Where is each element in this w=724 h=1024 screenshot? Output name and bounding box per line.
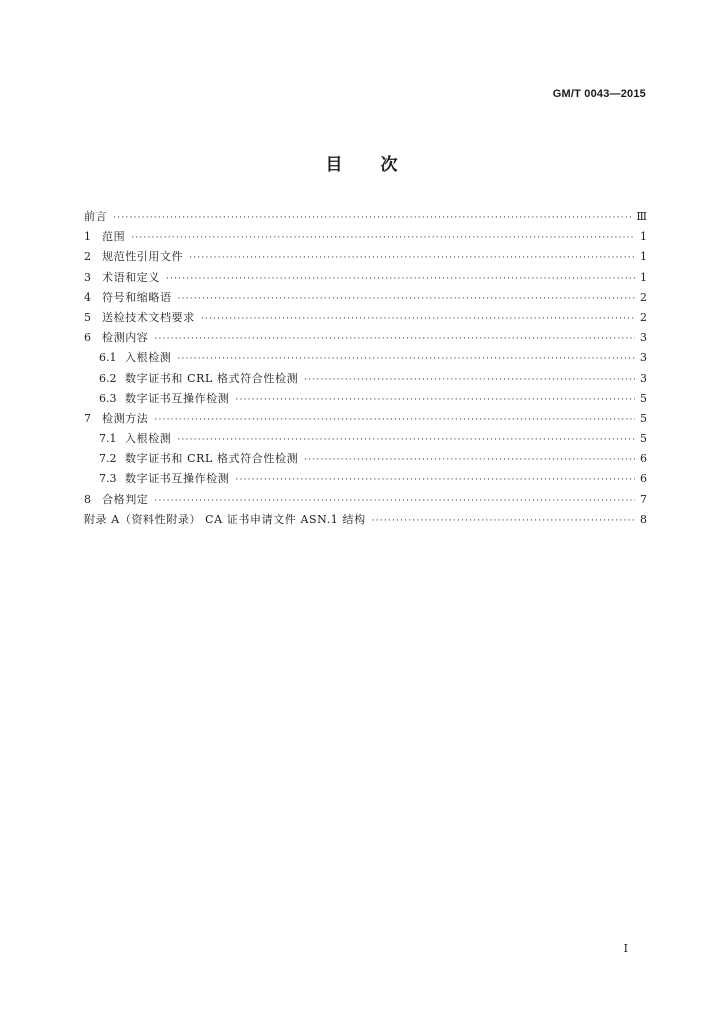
toc-entry-label: 数字证书互操作检测: [125, 472, 230, 486]
toc-entry-6-2[interactable]: [84, 369, 647, 389]
toc-entry-number: 7.1: [99, 432, 117, 446]
table-of-contents: [84, 207, 647, 530]
toc-entry-scope[interactable]: [84, 227, 647, 247]
toc-entry-label: 检测内容: [102, 331, 149, 345]
dot-leader: [304, 370, 635, 390]
toc-entry-number: 1: [84, 230, 91, 244]
dot-leader: [113, 208, 632, 228]
toc-entry-appendix-a[interactable]: [84, 510, 647, 530]
toc-entry-foreword[interactable]: [84, 207, 647, 227]
toc-entry-page: 6: [640, 472, 647, 486]
toc-entry-page: 5: [640, 411, 647, 425]
toc-entry-number: 6.1: [99, 351, 117, 365]
dot-leader: [154, 410, 635, 430]
toc-entry-page: 2: [640, 310, 647, 324]
toc-entry-7-3[interactable]: [84, 469, 647, 489]
dot-leader: [304, 450, 635, 470]
toc-entry-label: 术语和定义: [102, 270, 160, 284]
toc-entry-6-1[interactable]: [84, 348, 647, 368]
toc-entry-number: 2: [84, 250, 91, 264]
toc-entry-label: 合格判定: [102, 492, 149, 506]
toc-entry-label: 送检技术文档要求: [102, 310, 195, 324]
toc-entry-7-1[interactable]: [84, 429, 647, 449]
toc-entry-number: 5: [84, 310, 91, 324]
toc-entry-label: 数字证书和 CRL 格式符合性检测: [125, 371, 299, 385]
dot-leader: [154, 491, 635, 511]
toc-entry-symbols-abbreviations[interactable]: [84, 288, 647, 308]
toc-entry-number: 7.3: [99, 472, 117, 486]
toc-entry-page: 1: [640, 230, 647, 244]
toc-title: 目 次: [325, 155, 399, 175]
dot-leader: [177, 430, 635, 450]
toc-entry-page: 7: [640, 492, 647, 506]
toc-entry-number: 6: [84, 331, 91, 345]
dot-leader: [178, 289, 635, 309]
toc-entry-page: 8: [640, 512, 647, 526]
toc-entry-page: 6: [640, 452, 647, 466]
toc-entry-number: 6.2: [99, 371, 117, 385]
toc-entry-page: 3: [640, 371, 647, 385]
toc-entry-number: 4: [84, 290, 91, 304]
dot-leader: [131, 228, 635, 248]
toc-entry-label: 数字证书互操作检测: [125, 391, 230, 405]
toc-entry-test-content[interactable]: [84, 328, 647, 348]
dot-leader: [201, 309, 635, 329]
toc-entry-number: 7: [84, 411, 91, 425]
toc-entry-terms-definitions[interactable]: [84, 268, 647, 288]
toc-entry-document-requirements[interactable]: [84, 308, 647, 328]
toc-entry-number: 7.2: [99, 452, 117, 466]
toc-entry-label: 入根检测: [125, 432, 172, 446]
toc-entry-page: 5: [640, 391, 647, 405]
standard-number: GM/T 0043—2015: [552, 88, 646, 100]
toc-entry-test-methods[interactable]: [84, 409, 647, 429]
toc-entry-number: 8: [84, 492, 91, 506]
toc-entry-7-2[interactable]: [84, 449, 647, 469]
toc-entry-page: Ⅲ: [636, 210, 647, 223]
dot-leader: [166, 269, 635, 289]
toc-entry-label: 检测方法: [102, 411, 149, 425]
toc-entry-label: 范围: [102, 230, 126, 244]
toc-entry-number: 3: [84, 270, 91, 284]
dot-leader: [177, 349, 635, 369]
toc-entry-page: 2: [640, 290, 647, 304]
dot-leader: [189, 248, 635, 268]
toc-entry-page: 3: [640, 331, 647, 345]
toc-entry-label: 入根检测: [125, 351, 172, 365]
toc-entry-number: 6.3: [99, 391, 117, 405]
toc-entry-normative-references[interactable]: [84, 247, 647, 267]
toc-entry-conformity-judgment[interactable]: [84, 490, 647, 510]
toc-entry-page: 3: [640, 351, 647, 365]
page-number: I: [623, 942, 628, 955]
toc-entry-label: 附录 A（资料性附录） CA 证书申请文件 ASN.1 结构: [84, 512, 366, 526]
toc-entry-label: 符号和缩略语: [102, 290, 172, 304]
toc-entry-label: 前言: [84, 210, 108, 223]
dot-leader: [154, 329, 635, 349]
dot-leader: [235, 390, 635, 410]
toc-entry-page: 5: [640, 432, 647, 446]
dot-leader: [235, 470, 635, 490]
toc-entry-page: 1: [640, 270, 647, 284]
toc-entry-label: 数字证书和 CRL 格式符合性检测: [125, 452, 299, 466]
toc-entry-label: 规范性引用文件: [102, 250, 184, 264]
dot-leader: [372, 511, 635, 531]
toc-entry-6-3[interactable]: [84, 389, 647, 409]
toc-entry-page: 1: [640, 250, 647, 264]
